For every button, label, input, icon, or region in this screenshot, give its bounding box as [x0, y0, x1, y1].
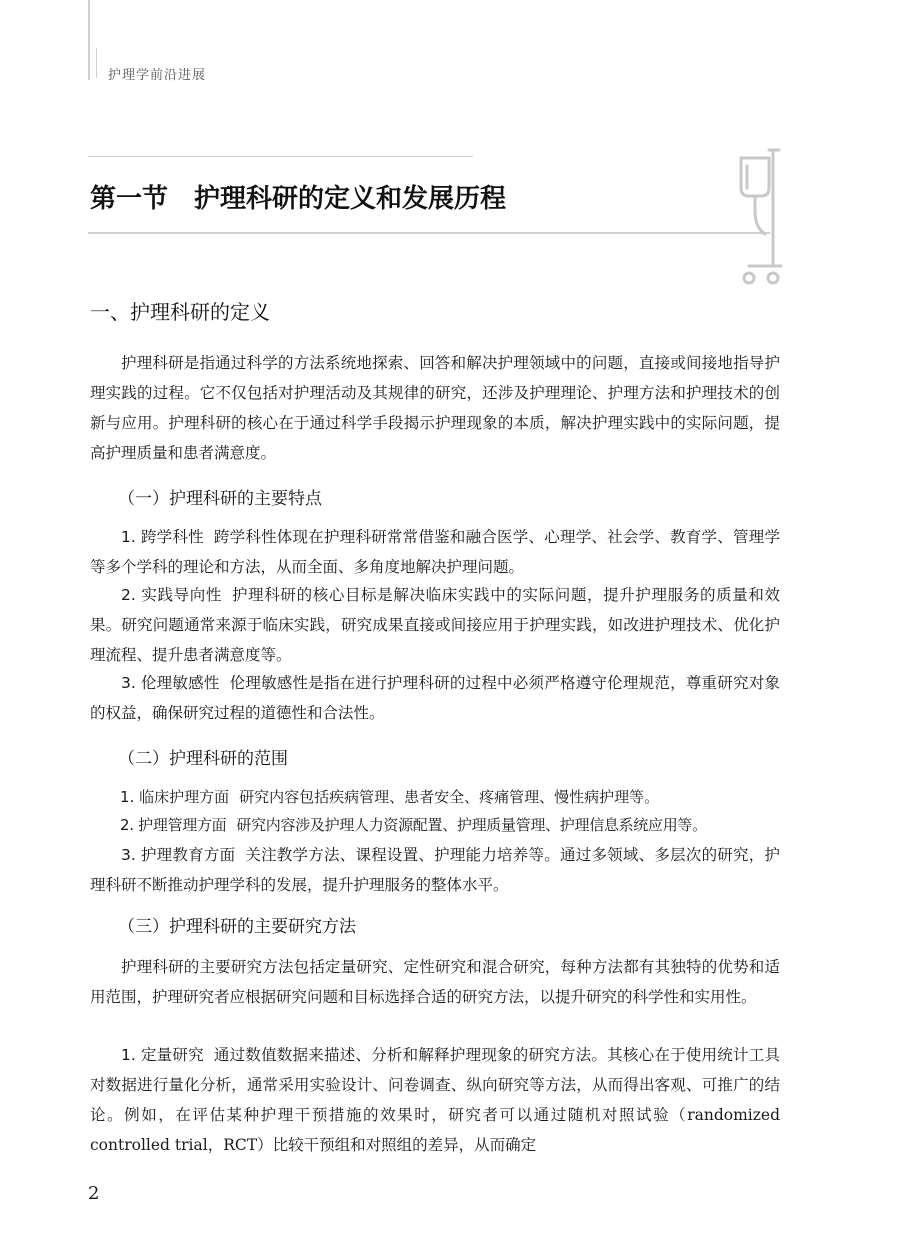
feature-item-text: 跨学科性体现在护理科研常常借鉴和融合医学、心理学、社会学、教育学、管理学等多个学科的理论和方法，从而全面、多角度地解决护理问题。 — [90, 528, 780, 576]
feature-item-text: 伦理敏感性是指在进行护理科研的过程中必须严格遵守伦理规范，尊重研究对象的权益，确保研究过程的道德性和合法性。 — [90, 674, 780, 722]
chapter-top-rule — [88, 156, 473, 157]
method-item-lead: 1. 定量研究 — [121, 1046, 204, 1064]
intro-paragraph: 护理科研是指通过科学的方法系统地探索、回答和解决护理领域中的问题，直接或间接地指导护理实践的过程。它不仅包括对护理活动及其规律的研究，还涉及护理理论、护理方法和护理技术的创新与应用。护理科研的核心在于通过科学手段揭示护理现象的本质，解决护理实践中的实际问题，提高护理质量和患者满意度。 — [90, 354, 780, 462]
feature-item-lead: 2. 实践导向性 — [121, 586, 223, 604]
chapter-title: 第一节 护理科研的定义和发展历程 — [90, 184, 507, 214]
scope-item-text: 关注教学方法、课程设置、护理能力培养等。通过多领域、多层次的研究，护理科研不断推动护理学科的发展，提升护理服务的整体水平。 — [90, 846, 780, 894]
feature-item — [90, 668, 780, 728]
running-title: 护理学前沿进展 — [108, 68, 207, 83]
scope-item — [90, 810, 790, 840]
feature-item — [90, 522, 780, 582]
scope-item-text: 研究内容包括疾病管理、患者安全、疼痛管理、慢性病护理等。 — [239, 788, 660, 806]
header-rule-outer — [88, 0, 90, 80]
scope-item-text: 研究内容涉及护理人力资源配置、护理质量管理、护理信息系统应用等。 — [236, 816, 707, 834]
method-item — [90, 1040, 780, 1160]
feature-item-text: 护理科研的核心目标是解决临床实践中的实际问题，提升护理服务的质量和效果。研究问题通常来源于临床实践，研究成果直接或间接应用于护理实践，如改进护理技术、优化护理流程、提升患者满意度等。 — [90, 586, 780, 664]
scope-item — [90, 782, 790, 812]
subsection-heading-features: （一）护理科研的主要特点 — [118, 489, 322, 509]
iv-stand-icon — [735, 148, 785, 293]
feature-item-lead: 3. 伦理敏感性 — [121, 674, 220, 692]
feature-item-lead: 1. 跨学科性 — [121, 528, 204, 546]
scope-item-lead: 3. 护理教育方面 — [121, 846, 236, 864]
subsection-heading-methods: （三）护理科研的主要研究方法 — [118, 917, 356, 937]
subsection-heading-scope: （二）护理科研的范围 — [118, 749, 288, 769]
feature-item — [90, 580, 780, 670]
section-heading: 一、护理科研的定义 — [90, 300, 270, 324]
header-rule-inner — [96, 48, 97, 78]
scope-item-lead: 2. 护理管理方面 — [120, 816, 227, 834]
page-number: 2 — [88, 1183, 100, 1204]
method-item-text: 通过数值数据来描述、分析和解释护理现象的研究方法。其核心在于使用统计工具对数据进行量化分析，通常采用实验设计、问卷调查、纵向研究等方法，从而得出客观、可推广的结论。例如，在评估某种护理干预措施的效果时，研究者可以通过随机对照试验（randomized controlled trial，RCT）比较干预组和对照组的差异，从而确定 — [90, 1046, 780, 1154]
scope-item-lead: 1. 临床护理方面 — [120, 788, 230, 806]
methods-intro-paragraph: 护理科研的主要研究方法包括定量研究、定性研究和混合研究，每种方法都有其独特的优势和适用范围，护理研究者应根据研究问题和目标选择合适的研究方法，以提升研究的科学性和实用性。 — [90, 958, 780, 1006]
scope-item — [90, 840, 780, 900]
chapter-bottom-rule — [88, 232, 770, 234]
